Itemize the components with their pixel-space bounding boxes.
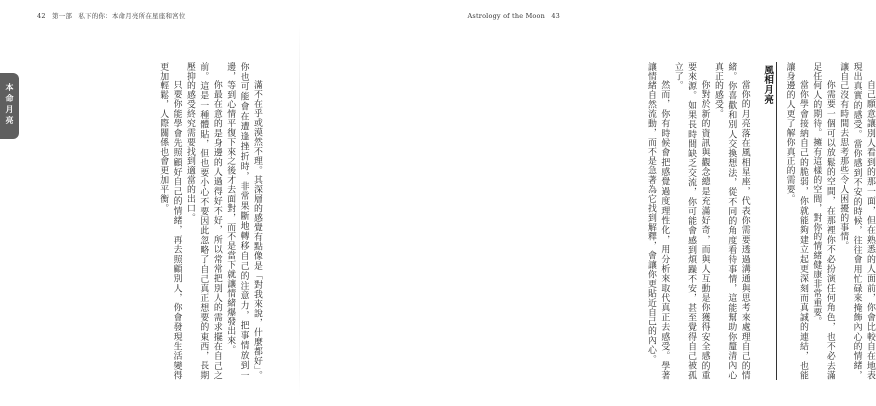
body-paragraph: 當你學會接納自己的脆弱，你就能夠建立起更深刻而真誠的連結，也能讓身邊的人更了解你真正的需要。 xyxy=(784,62,808,380)
body-paragraph: 你最在意的是身邊的人過得好不好，所以常常把別人的需求擺在自己之前。這是一種體貼，但也要小心不要因此忽略了自己真正想要的東西，長期壓抑的感受終究需要找到適當的出口。 xyxy=(184,62,222,380)
right-book-title: Astrology of the Moon xyxy=(467,12,546,20)
body-paragraph: 然而，你有時候會把感覺過度理性化，用分析來取代真正去感受。學著讓情緒自然流動，而不是急著為它找到解釋，會讓你更貼近自己的內心。 xyxy=(645,62,670,380)
body-paragraph: 當你的月亮落在風相星座，代表你需要透過溝通與思考來處理自己的情緒。你喜歡和別人交換想法，從不同的角度看待事情，這能幫助你釐清內心真正的感受。 xyxy=(712,62,750,380)
left-part-label: 第一部 xyxy=(51,12,73,20)
section-heading: 風相月亮 xyxy=(759,62,777,380)
body-paragraph: 滿不在乎或漠然不理。其深層的感覺有點像是「對我來說，什麼都好」。你也可能會在遭逢挫折時，非常果斷地轉移自己的注意力，把事情放到一邊，等到心情平復下來之後才去面對，而不是當下就讓情緒爆發出來。 xyxy=(225,62,262,380)
right-text-column xyxy=(631,62,876,380)
left-page-number: 42 xyxy=(37,12,46,20)
left-running-head xyxy=(37,13,186,20)
body-paragraph: 你需要一個可以放鬆的空間，在那裡你不必扮演任何角色，也不必去滿足任何人的期待。擁有這樣的空間，對你的情緒健康非常重要。 xyxy=(811,62,835,380)
left-page xyxy=(0,0,300,406)
right-page-number: 43 xyxy=(551,12,560,20)
body-paragraph: 只要你能學會先照顧好自己的情緒，再去照顧別人，你會發現生活變得更加輕鬆，人際關係也會更加平衡。 xyxy=(158,62,182,380)
right-page xyxy=(300,0,875,406)
body-paragraph: 你對於新的資訊與觀念總是充滿好奇，而與人互動是你獲得安全感的重要來源。如果長時間缺乏交流，你可能會感到煩躁不安，甚至覺得自己被孤立了。 xyxy=(672,62,710,380)
chapter-side-tab xyxy=(0,73,19,139)
left-text-column xyxy=(37,62,263,380)
body-paragraph: 自己願意讓別人看到的那一面，但在熟悉的人面前，你會比較自在地表現出真實的感受。當你感到不安的時候，往往會用忙碌來掩飾內心的情緒，讓自己沒有時間去思考那些令人困擾的事情。 xyxy=(838,62,875,380)
left-chapter-title: 私下的你：本命月亮所在星座和宮位 xyxy=(78,12,186,20)
side-tab-label: 本命月亮 xyxy=(5,83,14,125)
right-running-head xyxy=(468,13,564,20)
